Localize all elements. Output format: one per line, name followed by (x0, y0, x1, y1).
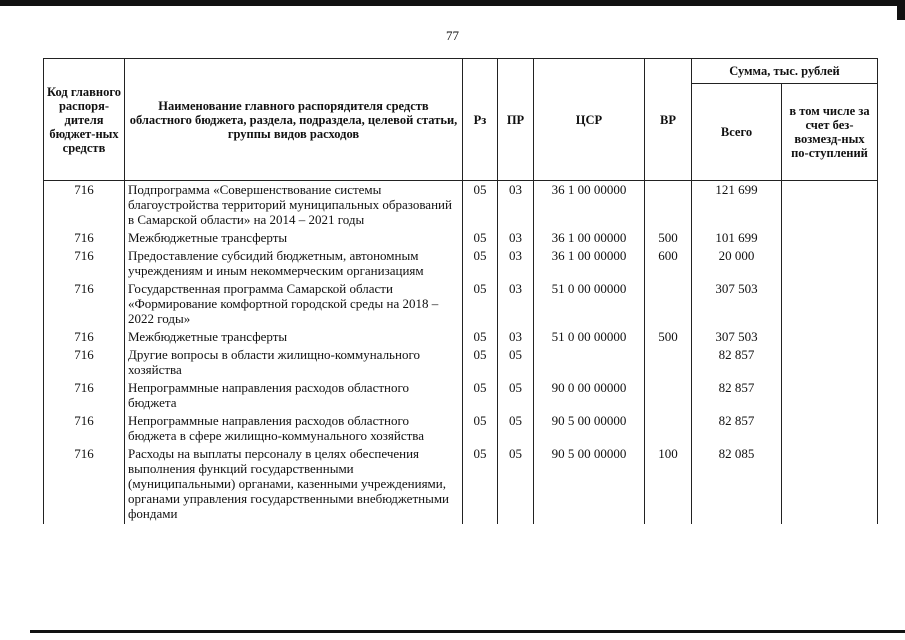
row-total: 20 000 (692, 248, 782, 281)
row-code: 716 (44, 329, 125, 347)
row-grants (782, 281, 878, 329)
row-name: Межбюджетные трансферты (125, 230, 463, 248)
table-row (44, 446, 878, 524)
row-grants (782, 181, 878, 231)
row-total: 82 857 (692, 347, 782, 380)
row-name: Непрограммные направления расходов областного бюджета в сфере жилищно-коммунального хозяйства (125, 413, 463, 446)
row-vr: 600 (645, 248, 692, 281)
row-name: Непрограммные направления расходов областного бюджета (125, 380, 463, 413)
table-row (44, 347, 878, 380)
row-csr (534, 347, 645, 380)
row-grants (782, 248, 878, 281)
row-pr: 03 (498, 329, 534, 347)
row-vr: 100 (645, 446, 692, 524)
row-vr (645, 380, 692, 413)
row-csr: 36 1 00 00000 (534, 181, 645, 231)
table-row (44, 380, 878, 413)
row-csr: 90 5 00 00000 (534, 446, 645, 524)
row-total: 307 503 (692, 329, 782, 347)
row-total: 101 699 (692, 230, 782, 248)
table-row (44, 181, 878, 231)
header-csr: ЦСР (534, 59, 645, 181)
row-csr: 36 1 00 00000 (534, 248, 645, 281)
row-total: 121 699 (692, 181, 782, 231)
row-name: Подпрограмма «Совершенствование системы благоустройства территорий муниципальных образований в Самарской области» на 2014 – 2021 годы (125, 181, 463, 231)
header-grants: в том числе за счет без-возмезд-ных по-ступлений (782, 84, 878, 181)
row-pr: 03 (498, 230, 534, 248)
page-number: 77 (446, 28, 459, 43)
row-rz: 05 (463, 347, 498, 380)
row-pr: 03 (498, 181, 534, 231)
table-row (44, 281, 878, 329)
row-pr: 05 (498, 446, 534, 524)
row-csr: 90 5 00 00000 (534, 413, 645, 446)
header-code: Код главного распоря-дителя бюджет-ных средств (44, 59, 125, 181)
row-vr (645, 281, 692, 329)
row-csr: 90 0 00 00000 (534, 380, 645, 413)
row-grants (782, 230, 878, 248)
row-rz: 05 (463, 413, 498, 446)
row-rz: 05 (463, 181, 498, 231)
row-total: 82 085 (692, 446, 782, 524)
row-code: 716 (44, 230, 125, 248)
header-name: Наименование главного распорядителя средств областного бюджета, раздела, подраздела, целевой статьи, группы видов расходов (125, 59, 463, 181)
header-sum: Сумма, тыс. рублей (692, 59, 878, 84)
row-csr: 51 0 00 00000 (534, 329, 645, 347)
row-grants (782, 380, 878, 413)
row-pr: 03 (498, 281, 534, 329)
row-rz: 05 (463, 446, 498, 524)
bottom-border (30, 630, 905, 633)
row-rz: 05 (463, 230, 498, 248)
row-csr: 36 1 00 00000 (534, 230, 645, 248)
row-vr (645, 347, 692, 380)
table-row (44, 329, 878, 347)
row-name: Другие вопросы в области жилищно-коммунального хозяйства (125, 347, 463, 380)
row-vr (645, 181, 692, 231)
header-vr: ВР (645, 59, 692, 181)
row-code: 716 (44, 181, 125, 231)
table-header (44, 59, 878, 181)
row-vr: 500 (645, 230, 692, 248)
row-pr: 05 (498, 413, 534, 446)
row-total: 82 857 (692, 413, 782, 446)
row-rz: 05 (463, 329, 498, 347)
budget-table (43, 58, 878, 524)
top-border (0, 0, 905, 6)
row-pr: 05 (498, 380, 534, 413)
row-rz: 05 (463, 281, 498, 329)
table-row (44, 248, 878, 281)
row-grants (782, 347, 878, 380)
row-grants (782, 413, 878, 446)
header-pr: ПР (498, 59, 534, 181)
row-name: Государственная программа Самарской области «Формирование комфортной городской среды на 2018 – 2022 годы» (125, 281, 463, 329)
row-grants (782, 446, 878, 524)
table-body (44, 181, 878, 525)
table-row (44, 413, 878, 446)
row-name: Межбюджетные трансферты (125, 329, 463, 347)
row-code: 716 (44, 347, 125, 380)
row-vr: 500 (645, 329, 692, 347)
row-total: 82 857 (692, 380, 782, 413)
row-total: 307 503 (692, 281, 782, 329)
row-pr: 03 (498, 248, 534, 281)
row-rz: 05 (463, 380, 498, 413)
row-csr: 51 0 00 00000 (534, 281, 645, 329)
row-code: 716 (44, 380, 125, 413)
table-row (44, 230, 878, 248)
row-name: Предоставление субсидий бюджетным, автономным учреждениям и иным некоммерческим организациям (125, 248, 463, 281)
row-name: Расходы на выплаты персоналу в целях обеспечения выполнения функций государственными (муниципальными) органами, казенными учреждениями, органами управления государственными внебюджетными фондами (125, 446, 463, 524)
row-code: 716 (44, 413, 125, 446)
row-code: 716 (44, 446, 125, 524)
row-code: 716 (44, 281, 125, 329)
row-vr (645, 413, 692, 446)
row-grants (782, 329, 878, 347)
row-pr: 05 (498, 347, 534, 380)
top-border-corner (897, 0, 905, 20)
header-rz: Рз (463, 59, 498, 181)
row-rz: 05 (463, 248, 498, 281)
row-code: 716 (44, 248, 125, 281)
header-total: Всего (692, 84, 782, 181)
